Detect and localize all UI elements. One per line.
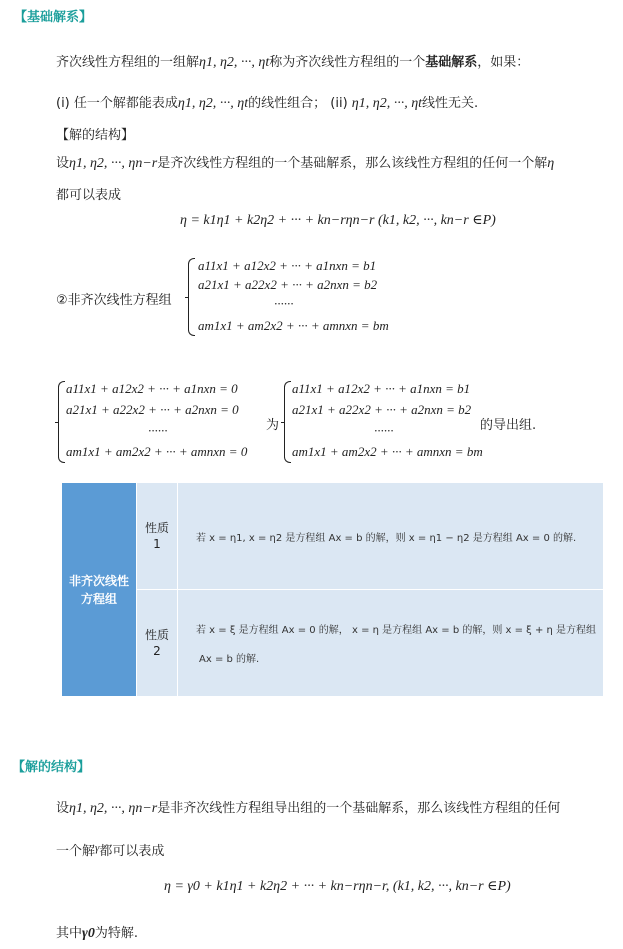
condition-i-end: 的线性组合； [248,96,327,111]
particular-pre: 其中 [56,926,83,941]
structure2-line-2 [56,840,164,859]
properties-table [61,482,604,697]
structure-mid: 是齐次线性方程组的一个基础解系，那么该线性方程组的任何一个解 [157,156,548,171]
particular-post: 为特解. [94,926,138,941]
structure2-pre: 设 [56,801,70,816]
property-1-text [178,483,604,590]
structure-eta: η [547,156,555,171]
definition-bold-term: 基础解系 [425,55,478,70]
equation-row: a21x1 + a22x2 + ··· + a2nxn = 0 [66,402,239,417]
derived-group-text: 的导出组. [480,418,537,433]
subheading-solution-structure: 【解的结构】 [56,128,135,143]
structure-pre: 设 [56,156,70,171]
definition-text-3: ，如果： [477,55,530,70]
property-1-label [137,483,178,590]
property-2-label [137,590,178,697]
definition-vars: η1, η2, ···, ηt [199,55,270,70]
structure-line-1 [56,152,554,172]
equation-row: a11x1 + a12x2 + ··· + a1nxn = 0 [66,381,238,396]
formula-nonhomogeneous-general: η = γ0 + k1η1 + k2η2 + ··· + kn−rηn−r, (k1, k2, ···, kn−r ∈P) [164,879,511,894]
structure2-gamma: γ [95,842,100,854]
section-heading-basic-solution: 【基础解系】 [14,10,93,25]
equation-ellipsis: ······ [274,296,294,311]
table-row-header [62,483,137,697]
conditions-line [56,92,478,112]
structure2-line-1 [56,797,560,817]
left-brace [58,381,65,463]
particular-solution-line [56,922,138,942]
equation-row: a21x1 + a22x2 + ··· + a2nxn = b2 [198,277,378,292]
left-brace [188,258,195,336]
equation-row: a11x1 + a12x2 + ··· + a1nxn = b1 [198,258,377,273]
structure2-mid: 是非齐次线性方程组导出组的一个基础解系，那么该线性方程组的任何 [157,801,561,816]
definition-line [56,51,529,71]
condition-i-vars: η1, η2, ···, ηt [177,96,249,111]
left-brace [284,381,291,463]
word-wei: 为 [266,418,280,433]
structure2-line2a: 一个解 [56,844,96,859]
property-2-statement-line2: Ax = b 的解. [199,654,260,665]
particular-gamma0: γ0 [82,926,95,941]
condition-ii-end: 线性无关. [422,96,479,111]
nonhomogeneous-label: ②非齐次线性方程组 [56,293,172,308]
equation-row: am1x1 + am2x2 + ··· + amnxn = 0 [66,444,248,459]
property-2-label-text: 性质 2 [144,628,169,658]
structure2-line2b: 都可以表成 [99,844,165,859]
definition-text-1: 齐次线性方程组的一组解 [56,55,200,70]
condition-ii-vars: η1, η2, ···, ηt [351,96,423,111]
section-heading-solution-structure: 【解的结构】 [12,760,91,775]
condition-i: (i) 任一个解都能表成 [56,96,178,111]
property-1-statement: 若 x = η1, x = η2 是方程组 Ax = b 的解，则 x = η1 − η2 是方程组 Ax = 0 的解. [196,532,577,544]
condition-ii: (ii) [330,96,348,111]
structure2-vars: η1, η2, ···, ηn−r [69,801,158,816]
equation-row: a11x1 + a12x2 + ··· + a1nxn = b1 [292,381,471,396]
equation-ellipsis: ······ [148,423,168,438]
formula-homogeneous-general: η = k1η1 + k2η2 + ··· + kn−rηn−r (k1, k2, ···, kn−r ∈P) [180,213,496,228]
equation-row: am1x1 + am2x2 + ··· + amnxn = bm [292,444,483,459]
definition-text-2: 称为齐次线性方程组的一个 [269,55,426,70]
property-1-label-text: 性质 1 [144,521,169,551]
property-2-statement-line1: 若 x = ξ 是方程组 Ax = 0 的解， x = η 是方程组 Ax = b 的解，则 x = ξ + η 是方程组 [196,625,597,636]
property-2-text [178,590,604,697]
equation-row: a21x1 + a22x2 + ··· + a2nxn = b2 [292,402,472,417]
structure-line-2: 都可以表成 [56,188,122,203]
structure-vars: η1, η2, ···, ηn−r [69,156,158,171]
equation-row: am1x1 + am2x2 + ··· + amnxn = bm [198,318,389,333]
equation-ellipsis: ······ [374,423,394,438]
table-left-label: 非齐次线性方程组 [69,573,130,606]
